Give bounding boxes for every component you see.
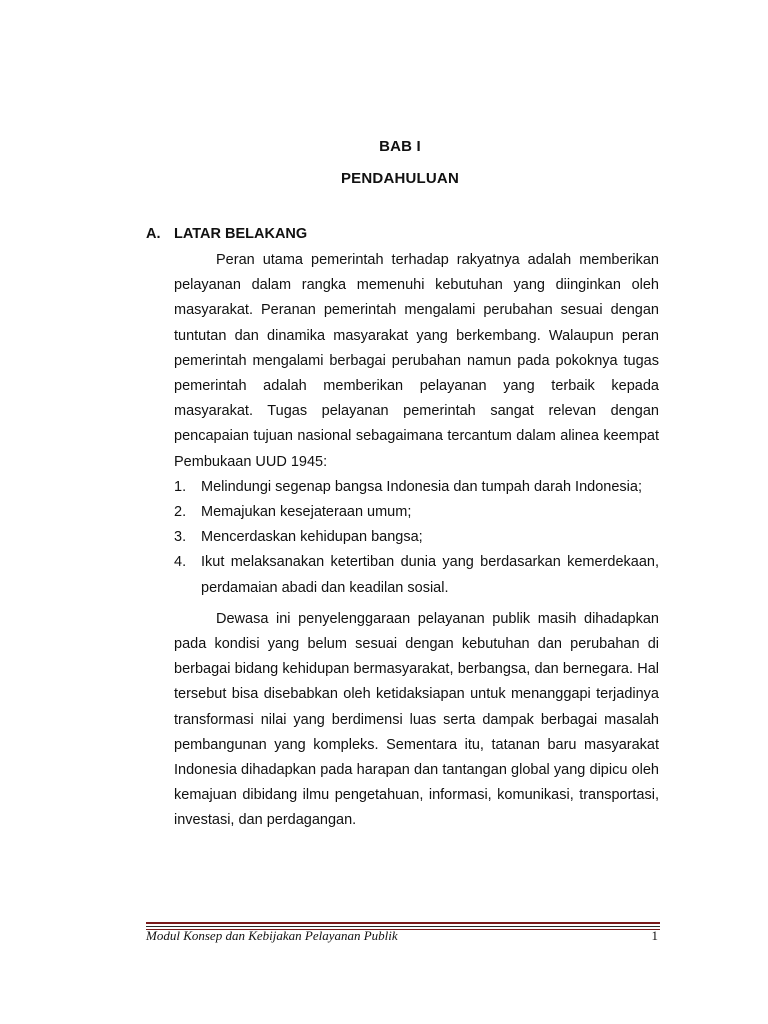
list-item: [174, 475, 659, 500]
list-text: Mencerdaskan kehidupan bangsa;: [201, 529, 423, 546]
paragraph-intro: Peran utama pemerintah terhadap rakyatnya adalah memberikan pelayanan dalam rangka memenuhi kebutuhan yang diinginkan oleh masyarakat. Peranan pemerintah mengalami perubahan sesuai dengan tuntutan dan dinamika masyarakat yang berkembang. Walaupun peran pemerintah mengalami berbagai perubahan namun pada pokoknya tugas pemerintah adalah memberikan pelayanan yang terbaik kepada masyarakat. Tugas pelayanan pemerintah sangat relevan dengan pencapaian tujuan nasional sebagaimana tercantum dalam alinea keempat Pembukaan UUD 1945:: [174, 252, 659, 470]
list-item: [174, 550, 659, 600]
chapter-number: BAB I: [379, 138, 421, 155]
list-item: [174, 525, 659, 550]
list-text: Memajukan kesejateraan umum;: [201, 504, 412, 521]
section-title: LATAR BELAKANG: [174, 226, 308, 242]
list-text: Melindungi segenap bangsa Indonesia dan tumpah darah Indonesia;: [201, 478, 642, 495]
list-number: 2.: [174, 504, 187, 521]
section-letter: A.: [146, 226, 161, 242]
footer-module-title: Modul Konsep dan Kebijakan Pelayanan Publik: [146, 928, 398, 943]
chapter-title: PENDAHULUAN: [340, 170, 460, 187]
body-text: [174, 248, 659, 834]
footer-rule-top: [146, 922, 660, 924]
list-item: [174, 500, 659, 525]
list-number: 3.: [174, 529, 187, 546]
footer-page-number: 1: [651, 928, 658, 943]
footer-rule-middle: [146, 926, 660, 927]
paragraph-context: Dewasa ini penyelenggaraan pelayanan publik masih dihadapkan pada kondisi yang belum sesuai dengan kebutuhan dan perubahan di berbagai bidang kehidupan bermasyarakat, berbangsa, dan bernegara. Hal tersebut bisa disebabkan oleh ketidaksiapan untuk menanggapi terjadinya transformasi nilai yang berdimensi luas serta dampak berbagai masalah pembangunan yang kompleks. Sementara itu, tatanan baru masyarakat Indonesia dihadapkan pada harapan dan tantangan global yang dipicu oleh kemajuan dibidang ilmu pengetahuan, informasi, komunikasi, transportasi, investasi, dan perdagangan.: [174, 610, 659, 829]
list-number: 4.: [174, 554, 187, 571]
list-text: Ikut melaksanakan ketertiban dunia yang berdasarkan kemerdekaan, perdamaian abadi dan keadilan sosial.: [201, 554, 659, 596]
list-number: 1.: [174, 478, 187, 495]
national-goals-list: [174, 475, 659, 601]
section-heading: [146, 226, 307, 242]
